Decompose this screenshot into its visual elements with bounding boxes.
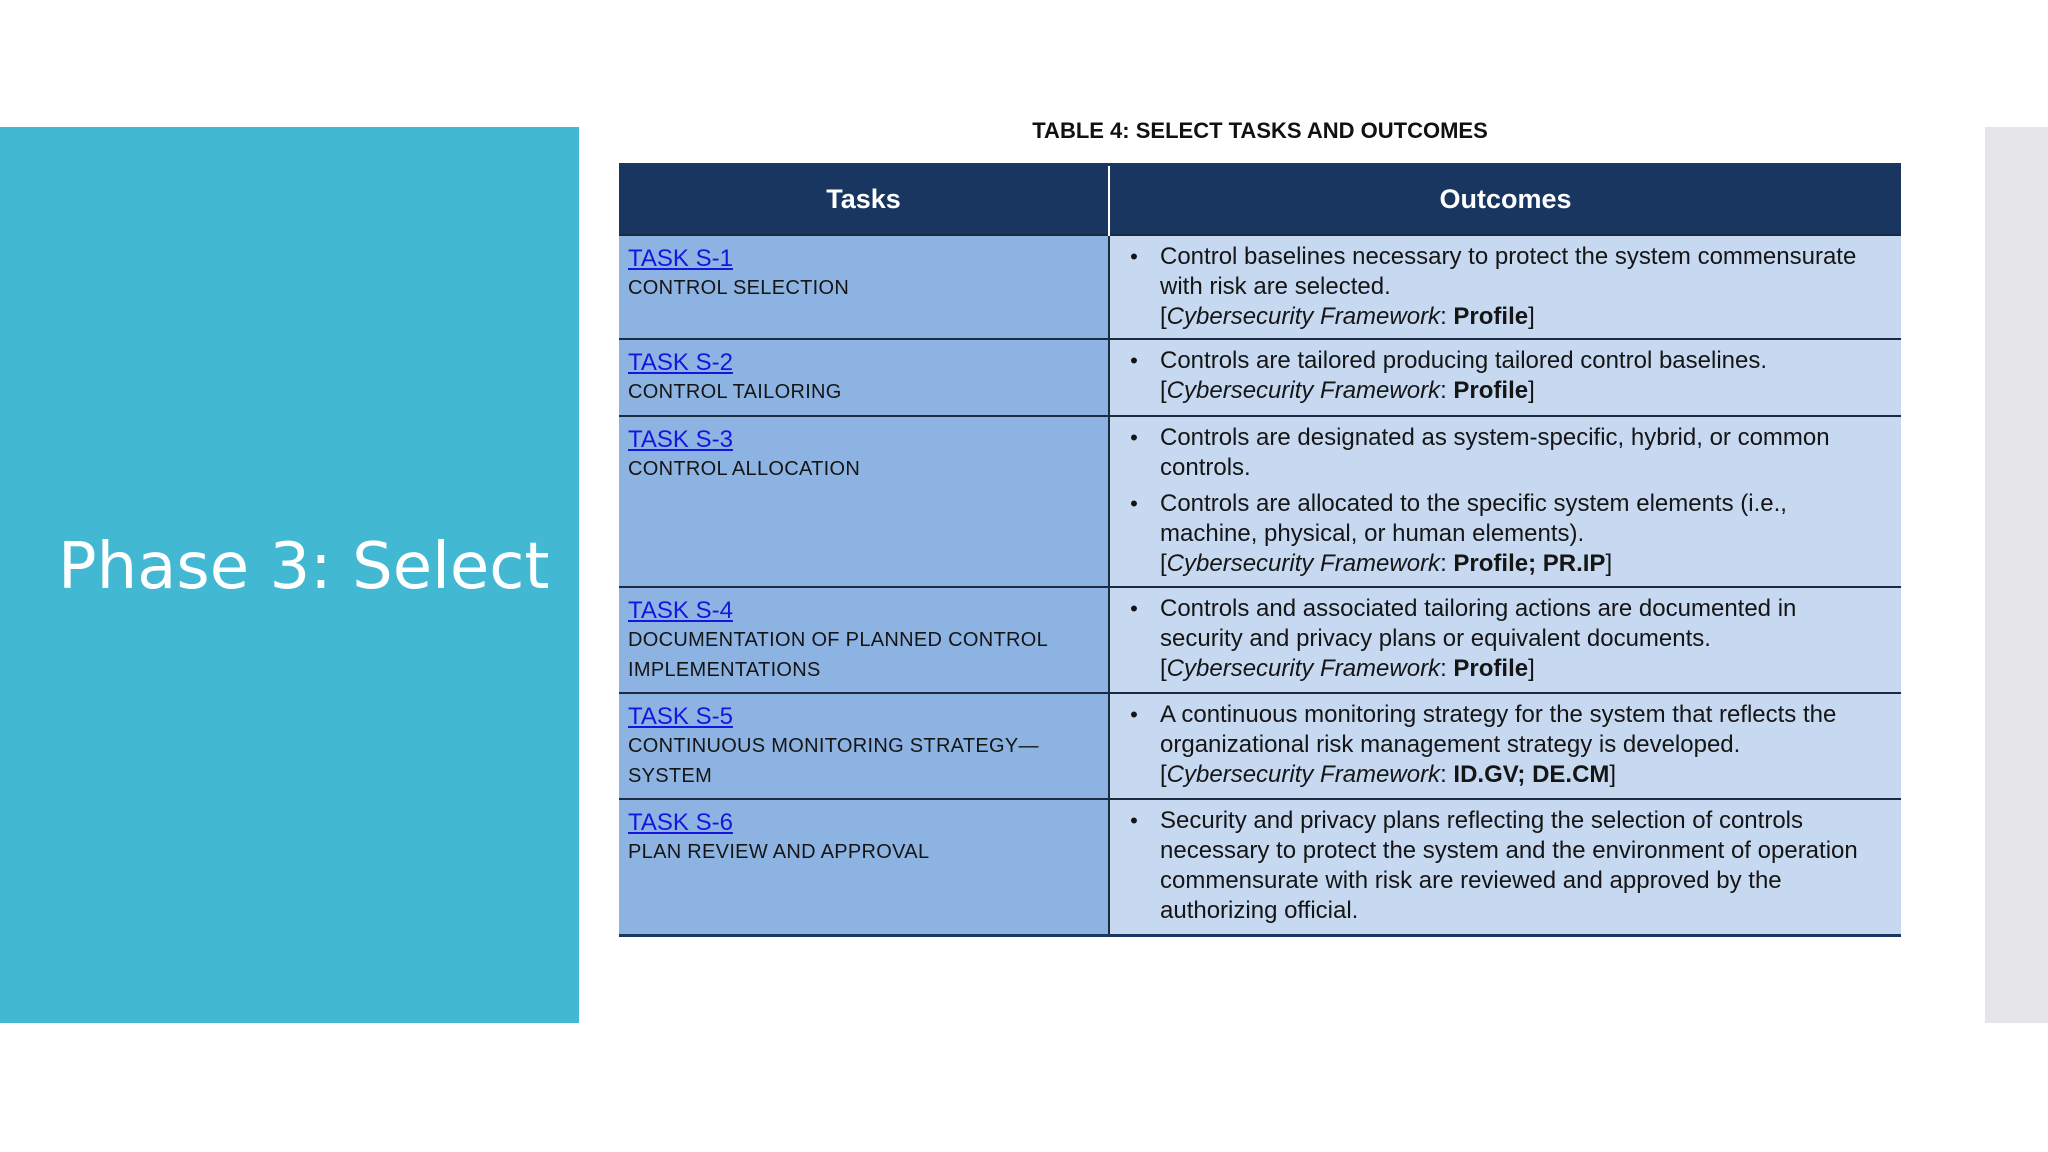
task-name: DOCUMENTATION OF PLANNED CONTROL IMPLEMENTATIONS — [628, 628, 1048, 681]
outcome-item: • Controls and associated tailoring actions are documented in security and privacy plans or equivalent documents. — [1124, 594, 1881, 654]
outcome-item: • Security and privacy plans reflecting the selection of controls necessary to protect the system and the environment of operation commensurate with risk are reviewed and approved by the authorizing official. — [1124, 806, 1881, 926]
right-edge-strip — [1985, 127, 2048, 1023]
table-row — [619, 799, 1901, 936]
task-name: PLAN REVIEW AND APPROVAL — [628, 840, 930, 863]
task-link[interactable]: TASK S-5 — [628, 702, 733, 730]
task-link[interactable]: TASK S-2 — [628, 348, 733, 376]
bullet-icon: • — [1130, 243, 1138, 269]
table-row — [619, 587, 1901, 693]
tasks-column-header: Tasks — [619, 165, 1109, 235]
framework-ref-value: Profile — [1453, 654, 1529, 682]
tasks-outcomes-table — [619, 163, 1901, 937]
framework-reference: [Cybersecurity Framework: Profile] — [1160, 376, 1535, 404]
outcome-item: • Controls are tailored producing tailored control baselines. — [1124, 346, 1881, 376]
outcome-item: • Controls are designated as system-specific, hybrid, or common controls. — [1124, 423, 1881, 483]
framework-reference: [Cybersecurity Framework: Profile] — [1160, 654, 1535, 682]
framework-name: Cybersecurity Framework — [1166, 654, 1441, 682]
framework-reference: [Cybersecurity Framework: Profile; PR.IP] — [1160, 549, 1613, 577]
outcome-item: • Controls are allocated to the specific system elements (i.e., machine, physical, or human elements). — [1124, 489, 1881, 549]
outcome-item: • A continuous monitoring strategy for the system that reflects the organizational risk management strategy is developed. — [1124, 700, 1881, 760]
outcomes-column-header: Outcomes — [1109, 165, 1901, 235]
outcome-cell — [1109, 235, 1901, 339]
framework-reference: [Cybersecurity Framework: ID.GV; DE.CM] — [1160, 760, 1617, 788]
table-header-row — [619, 165, 1901, 235]
framework-ref-value: Profile — [1453, 302, 1529, 330]
framework-name: Cybersecurity Framework — [1166, 302, 1441, 330]
task-name: CONTROL ALLOCATION — [628, 457, 861, 480]
outcome-cell — [1109, 587, 1901, 693]
slide-title: Phase 3: Select — [58, 530, 550, 604]
framework-name: Cybersecurity Framework — [1166, 376, 1441, 404]
task-cell — [619, 416, 1109, 587]
framework-reference: [Cybersecurity Framework: Profile] — [1160, 302, 1535, 330]
bullet-icon: • — [1130, 701, 1138, 727]
task-link[interactable]: TASK S-1 — [628, 244, 733, 272]
outcome-cell — [1109, 339, 1901, 416]
table-caption: TABLE 4: SELECT TASKS AND OUTCOMES — [1032, 118, 1488, 143]
framework-name: Cybersecurity Framework — [1166, 549, 1441, 577]
table-row — [619, 693, 1901, 799]
table-row — [619, 339, 1901, 416]
framework-ref-value: Profile; PR.IP — [1453, 549, 1606, 577]
bullet-icon: • — [1130, 490, 1138, 516]
task-cell — [619, 235, 1109, 339]
outcome-item: • Control baselines necessary to protect the system commensurate with risk are selected. — [1124, 242, 1881, 302]
outcome-cell — [1109, 799, 1901, 936]
task-cell — [619, 799, 1109, 936]
framework-ref-value: ID.GV; DE.CM — [1453, 760, 1610, 788]
outcome-cell — [1109, 416, 1901, 587]
table-row — [619, 235, 1901, 339]
bullet-icon: • — [1130, 424, 1138, 450]
bullet-icon: • — [1130, 807, 1138, 833]
task-link[interactable]: TASK S-4 — [628, 596, 733, 624]
table-row — [619, 416, 1901, 587]
task-name: CONTROL TAILORING — [628, 380, 842, 403]
task-name: CONTROL SELECTION — [628, 276, 850, 299]
task-link[interactable]: TASK S-6 — [628, 808, 733, 836]
framework-ref-value: Profile — [1453, 376, 1529, 404]
bullet-icon: • — [1130, 347, 1138, 373]
task-cell — [619, 587, 1109, 693]
task-cell — [619, 693, 1109, 799]
task-link[interactable]: TASK S-3 — [628, 425, 733, 453]
framework-name: Cybersecurity Framework — [1166, 760, 1441, 788]
task-cell — [619, 339, 1109, 416]
task-name: CONTINUOUS MONITORING STRATEGY— SYSTEM — [628, 734, 1039, 787]
outcome-cell — [1109, 693, 1901, 799]
bullet-icon: • — [1130, 595, 1138, 621]
